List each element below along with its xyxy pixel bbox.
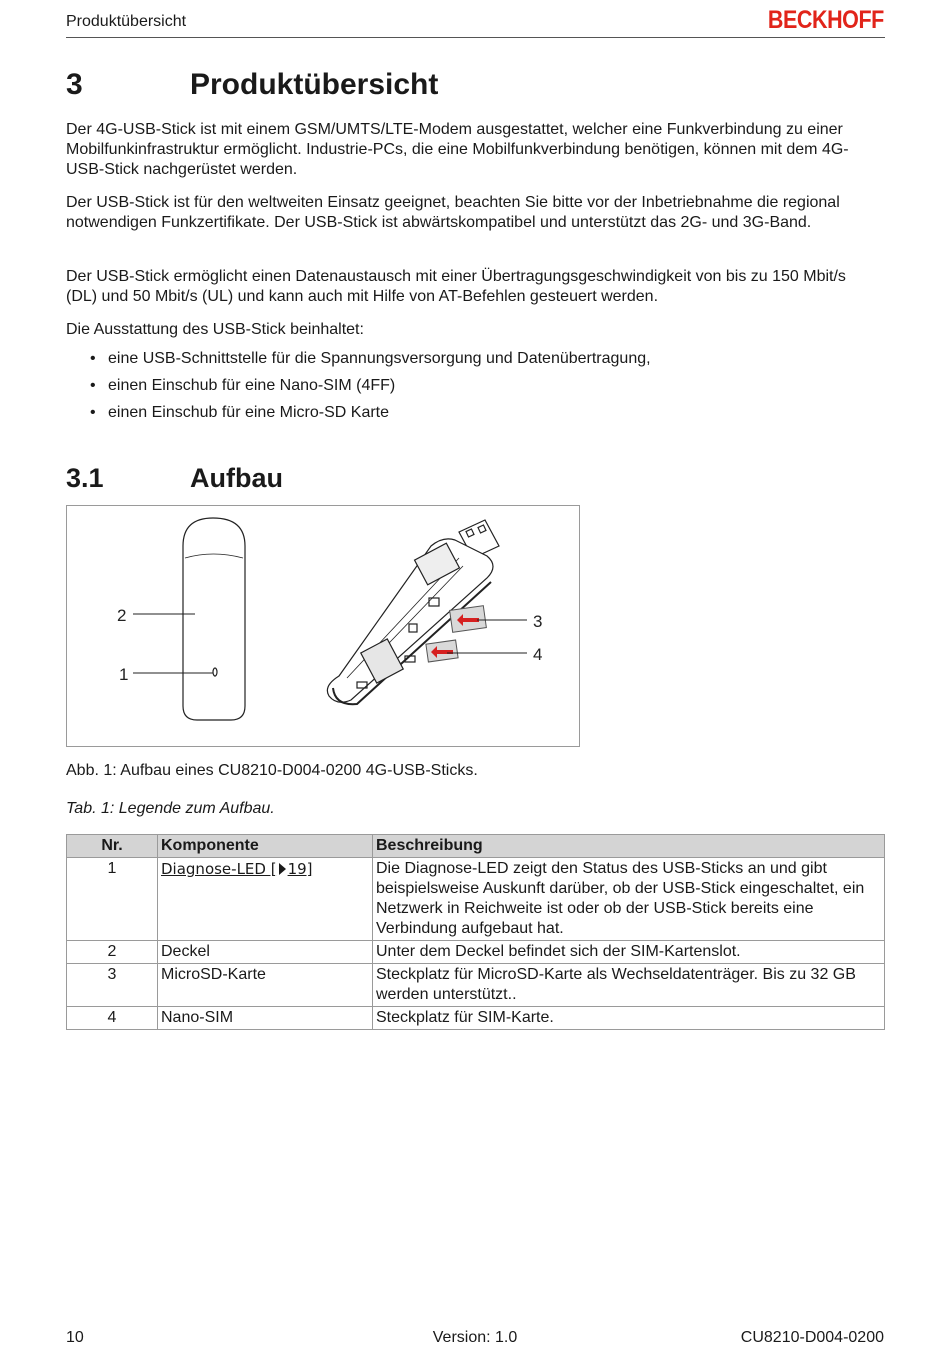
subsection-title: Aufbau xyxy=(190,463,283,493)
diagnose-led-link[interactable] xyxy=(161,860,313,878)
cell-komponente xyxy=(158,858,373,941)
page-number: 10 xyxy=(66,1329,84,1346)
table-row xyxy=(67,964,885,1007)
cell-beschreibung: Steckplatz für SIM-Karte. xyxy=(373,1007,885,1030)
cell-beschreibung: Steckplatz für MicroSD-Karte als Wechseldatenträger. Bis zu 32 GB werden unterstützt.. xyxy=(373,964,885,1007)
paragraph-datarate: Der USB-Stick ermöglicht einen Datenaustausch mit einer Übertragungsgeschwindigkeit von bis zu 150 Mbit/s (DL) und 50 Mbit/s (UL) und kann auch mit Hilfe von AT-Befehlen gesteuert werden. xyxy=(66,268,846,305)
callout-label-2: 2 xyxy=(117,606,127,625)
header-beschreibung: Beschreibung xyxy=(373,835,885,858)
page-arrow-icon xyxy=(279,863,286,875)
header-komponente: Komponente xyxy=(158,835,373,858)
equipment-list xyxy=(90,349,870,430)
table-caption: Tab. 1: Legende zum Aufbau. xyxy=(66,800,275,817)
callout-label-3: 3 xyxy=(533,612,543,631)
table-header-row xyxy=(67,835,885,858)
callout-label-1: 1 xyxy=(119,665,129,684)
paragraph-equipment: Die Ausstattung des USB-Stick beinhaltet: xyxy=(66,321,364,338)
paragraph-intro: Der 4G-USB-Stick ist mit einem GSM/UMTS/LTE-Modem ausgestattet, welcher eine Funkverbindung zu einer Mobilfunkinfrastruktur ermöglicht. Industrie-PCs, die eine Mobilfunkverbindung benötigen, können mit dem 4G-USB-Stick nachgerüstet werden. xyxy=(66,121,849,178)
paragraph-usage: Der USB-Stick ist für den weltweiten Einsatz geeignet, beachten Sie bitte vor der Inbetriebnahme die regional notwendigen Funkzertifikate. Der USB-Stick ist abwärtskompatibel und unterstützt das 2G- und 3G-Band. xyxy=(66,194,840,231)
table-row xyxy=(67,1007,885,1030)
legend-table xyxy=(66,834,885,1030)
running-header-title: Produktübersicht xyxy=(66,13,187,30)
closed-stick-drawing xyxy=(183,518,245,720)
cell-beschreibung: Die Diagnose-LED zeigt den Status des USB-Sticks an und gibt beispielsweise Auskunft darüber, ob der USB-Stick eingeschaltet, ein Netzwerk in Reichweite ist oder ob der USB-Stick bereits eine Verbindung aufgebaut hat. xyxy=(373,858,885,941)
document-id: CU8210-D004-0200 xyxy=(740,1329,884,1346)
version-label: Version: 1.0 xyxy=(432,1329,518,1346)
list-item: • eine USB-Schnittstelle für die Spannungsversorgung und Datenübertragung, xyxy=(90,349,870,376)
cell-komponente: Deckel xyxy=(158,941,373,964)
cell-beschreibung: Unter dem Deckel befindet sich der SIM-Kartenslot. xyxy=(373,941,885,964)
cell-nr: 4 xyxy=(67,1007,158,1030)
link-page: 19] xyxy=(287,860,313,878)
cell-nr: 2 xyxy=(67,941,158,964)
microsd-card-drawing xyxy=(450,606,487,633)
cell-nr: 1 xyxy=(67,858,158,941)
header-divider xyxy=(66,37,885,38)
usb-stick-figure xyxy=(66,505,580,747)
section-title: Produktübersicht xyxy=(190,68,439,101)
callout-lines-left xyxy=(133,614,213,673)
list-item: • einen Einschub für eine Micro-SD Karte xyxy=(90,403,870,430)
cell-komponente: Nano-SIM xyxy=(158,1007,373,1030)
cell-nr: 3 xyxy=(67,964,158,1007)
beckhoff-logo: BECKHOFF xyxy=(767,6,884,34)
link-text: Diagnose-LED [ xyxy=(161,860,277,878)
callout-label-4: 4 xyxy=(533,645,543,664)
cell-komponente: MicroSD-Karte xyxy=(158,964,373,1007)
usb-stick-illustration xyxy=(67,506,579,746)
table-row xyxy=(67,858,885,941)
section-number: 3 xyxy=(66,68,83,101)
nano-sim-drawing xyxy=(426,640,458,662)
subsection-number: 3.1 xyxy=(66,463,104,493)
table-row xyxy=(67,941,885,964)
figure-caption: Abb. 1: Aufbau eines CU8210-D004-0200 4G-USB-Sticks. xyxy=(66,762,478,779)
list-item: • einen Einschub für eine Nano-SIM (4FF) xyxy=(90,376,870,403)
header-nr: Nr. xyxy=(67,835,158,858)
